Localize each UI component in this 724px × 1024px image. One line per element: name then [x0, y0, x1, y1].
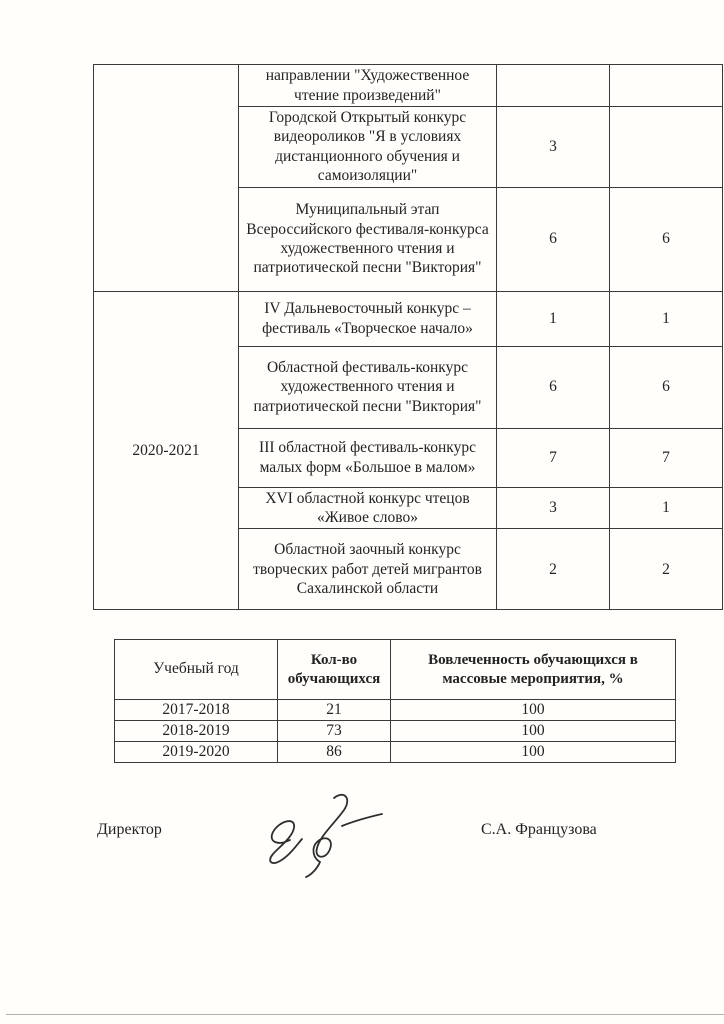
percent-value: 100 [391, 742, 676, 763]
competition-name: Областной заочный конкурс творческих работ детей мигрантов Сахалинской области [239, 529, 497, 610]
value-cell: 6 [497, 187, 610, 291]
table-row [115, 742, 676, 763]
handwritten-signature [256, 790, 386, 880]
value-cell: 7 [610, 428, 723, 487]
column-header-students-count: Кол-во обучающихся [278, 640, 391, 700]
value-cell: 2 [497, 529, 610, 610]
table-row [115, 700, 676, 721]
percent-value: 100 [391, 721, 676, 742]
signature-role-label: Директор [97, 821, 162, 838]
count-value: 73 [278, 721, 391, 742]
competition-name: IV Дальневосточный конкурс – фестиваль «Творческое начало» [239, 291, 497, 346]
table-row [94, 291, 723, 346]
competition-name: Областной фестиваль-конкурс художественного чтения и патриотической песни "Виктория" [239, 346, 497, 428]
year-cell-2020-2021: 2020-2021 [94, 291, 239, 610]
participation-table [114, 639, 676, 763]
value-cell: 6 [497, 346, 610, 428]
value-cell [610, 65, 723, 107]
value-cell: 6 [610, 187, 723, 291]
table-header-row [115, 640, 676, 700]
year-value: 2017-2018 [115, 700, 278, 721]
value-cell: 7 [497, 428, 610, 487]
value-cell: 3 [497, 487, 610, 529]
value-cell: 6 [610, 346, 723, 428]
year-value: 2018-2019 [115, 721, 278, 742]
value-cell: 2 [610, 529, 723, 610]
competitions-table [93, 64, 723, 610]
column-header-year: Учебный год [115, 640, 278, 700]
competition-name: XVI областной конкурс чтецов «Живое слово» [239, 487, 497, 529]
percent-value: 100 [391, 700, 676, 721]
value-cell [610, 107, 723, 188]
competition-name: III областной фестиваль-конкурс малых форм «Большое в малом» [239, 428, 497, 487]
count-value: 86 [278, 742, 391, 763]
count-value: 21 [278, 700, 391, 721]
value-cell: 1 [610, 487, 723, 529]
value-cell: 1 [610, 291, 723, 346]
table-row [115, 721, 676, 742]
year-cell-empty [94, 65, 239, 292]
competition-name: Городской Открытый конкурс видеороликов "Я в условиях дистанционного обучения и самоизоляции" [239, 107, 497, 188]
column-header-involvement: Вовлеченность обучающихся в массовые мероприятия, % [391, 640, 676, 700]
competition-name: направлении "Художественное чтение произведений" [239, 65, 497, 107]
competition-name: Муниципальный этап Всероссийского фестиваля-конкурса художественного чтения и патриотической песни "Виктория" [239, 187, 497, 291]
value-cell: 1 [497, 291, 610, 346]
signature-name: С.А. Французова [481, 821, 597, 838]
year-value: 2019-2020 [115, 742, 278, 763]
value-cell [497, 65, 610, 107]
scan-edge-line [6, 1014, 724, 1015]
value-cell: 3 [497, 107, 610, 188]
table-row [94, 65, 723, 107]
